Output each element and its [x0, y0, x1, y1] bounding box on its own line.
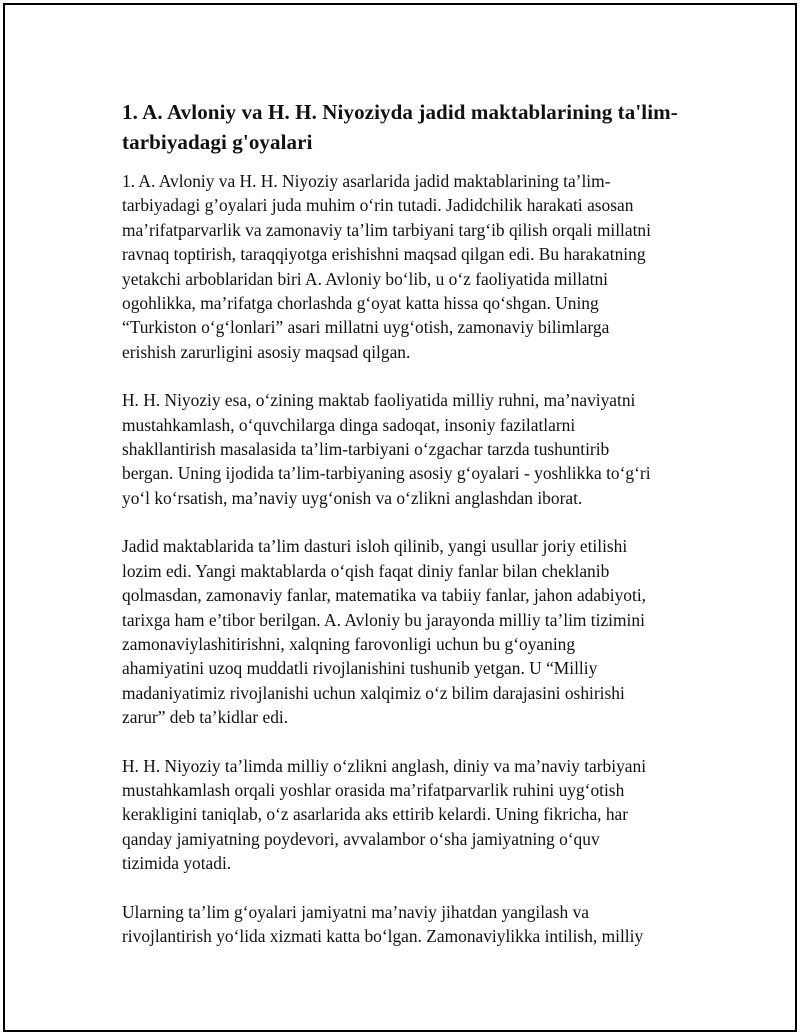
paragraph-5: Ularning ta’lim g‘oyalari jamiyatni ma’naviy jihatdan yangilash va rivojlantirish yo‘lida xizmati katta bo‘lgan. Zamonaviylikka intilish, milliy — [122, 901, 644, 946]
paragraph-3: Jadid maktablarida ta’lim dasturi isloh qilinib, yangi usullar joriy etilishi lozim edi. Yangi maktablarda o‘qish faqat diniy fanlar bilan cheklanib qolmasdan, zamonaviy fanlar, matematika va tabiiy fanlar, jahon adabiyoti, tarixga ham e’tibor berilgan. A. Avloniy bu jarayonda milliy ta’lim tizimini zamonaviylashitirishni, xalqning farovonligi uchun bu g‘oyaning ahamiyatini uzoq muddatli rivojlanishini tushunib yetgan. U “Milliy madaniyatimiz rivojlanishi uchun xalqimiz o‘z bilim darajasini oshirishi zarur” deb ta’kidlar edi. — [122, 536, 647, 728]
document-page — [3, 3, 797, 1032]
paragraph-2: H. H. Niyoziy esa, o‘zining maktab faoliyatida milliy ruhni, ma’naviyatni mustahkamlash, o‘quvchilarga dinga sadoqat, insoniy fazilatlarni shakllantirish masalasida ta’lim-tarbiyani o‘zgachar tarzda tushuntirib bergan. Uning ijodida ta’lim-tarbiyaning asosiy g‘oyalari - yoshlikka to‘g‘ri yo‘l ko‘rsatish, ma’naviy uyg‘onish va o‘zlikni anglashdan iborat. — [122, 390, 651, 508]
document-body — [122, 97, 697, 972]
document-title: 1. A. Avloniy va H. H. Niyoziyda jadid maktablarining ta'lim- tarbiyadagi g'oyalari — [122, 100, 678, 154]
paragraph-1: 1. A. Avloniy va H. H. Niyoziy asarlarida jadid maktablarining ta’lim- tarbiyadagi g’oyalari juda muhim o‘rin tutadi. Jadidchilik harakati asosan ma’rifatparvarlik va zamonaviy ta’lim tarbiyani targ‘ib qilish orqali millatni ravnaq toptirish, taraqqiyotga erishishni maqsad qilgan edi. Bu harakatning yetakchi arboblaridan biri A. Avloniy bo‘lib, u o‘z faoliyatida millatni ogohlikka, ma’rifatga chorlashda g‘oyat katta hissa qo‘shgan. Uning “Turkiston o‘g‘lonlari” asari millatni uyg‘otish, zamonaviy bilimlarga erishish zarurligini asosiy maqsad qilgan. — [122, 171, 651, 362]
paragraph-4: H. H. Niyoziy ta’limda milliy o‘zlikni anglash, diniy va ma’naviy tarbiyani mustahkamlash orqali yoshlar orasida ma’rifatparvarlik ruhini uyg‘otish kerakligini taniqlab, o‘z asarlarida aks ettirib kelardi. Uning fikricha, har qanday jamiyatning poydevori, avvalambor o‘sha jamiyatning o‘quv tizimida yotadi. — [122, 755, 647, 874]
